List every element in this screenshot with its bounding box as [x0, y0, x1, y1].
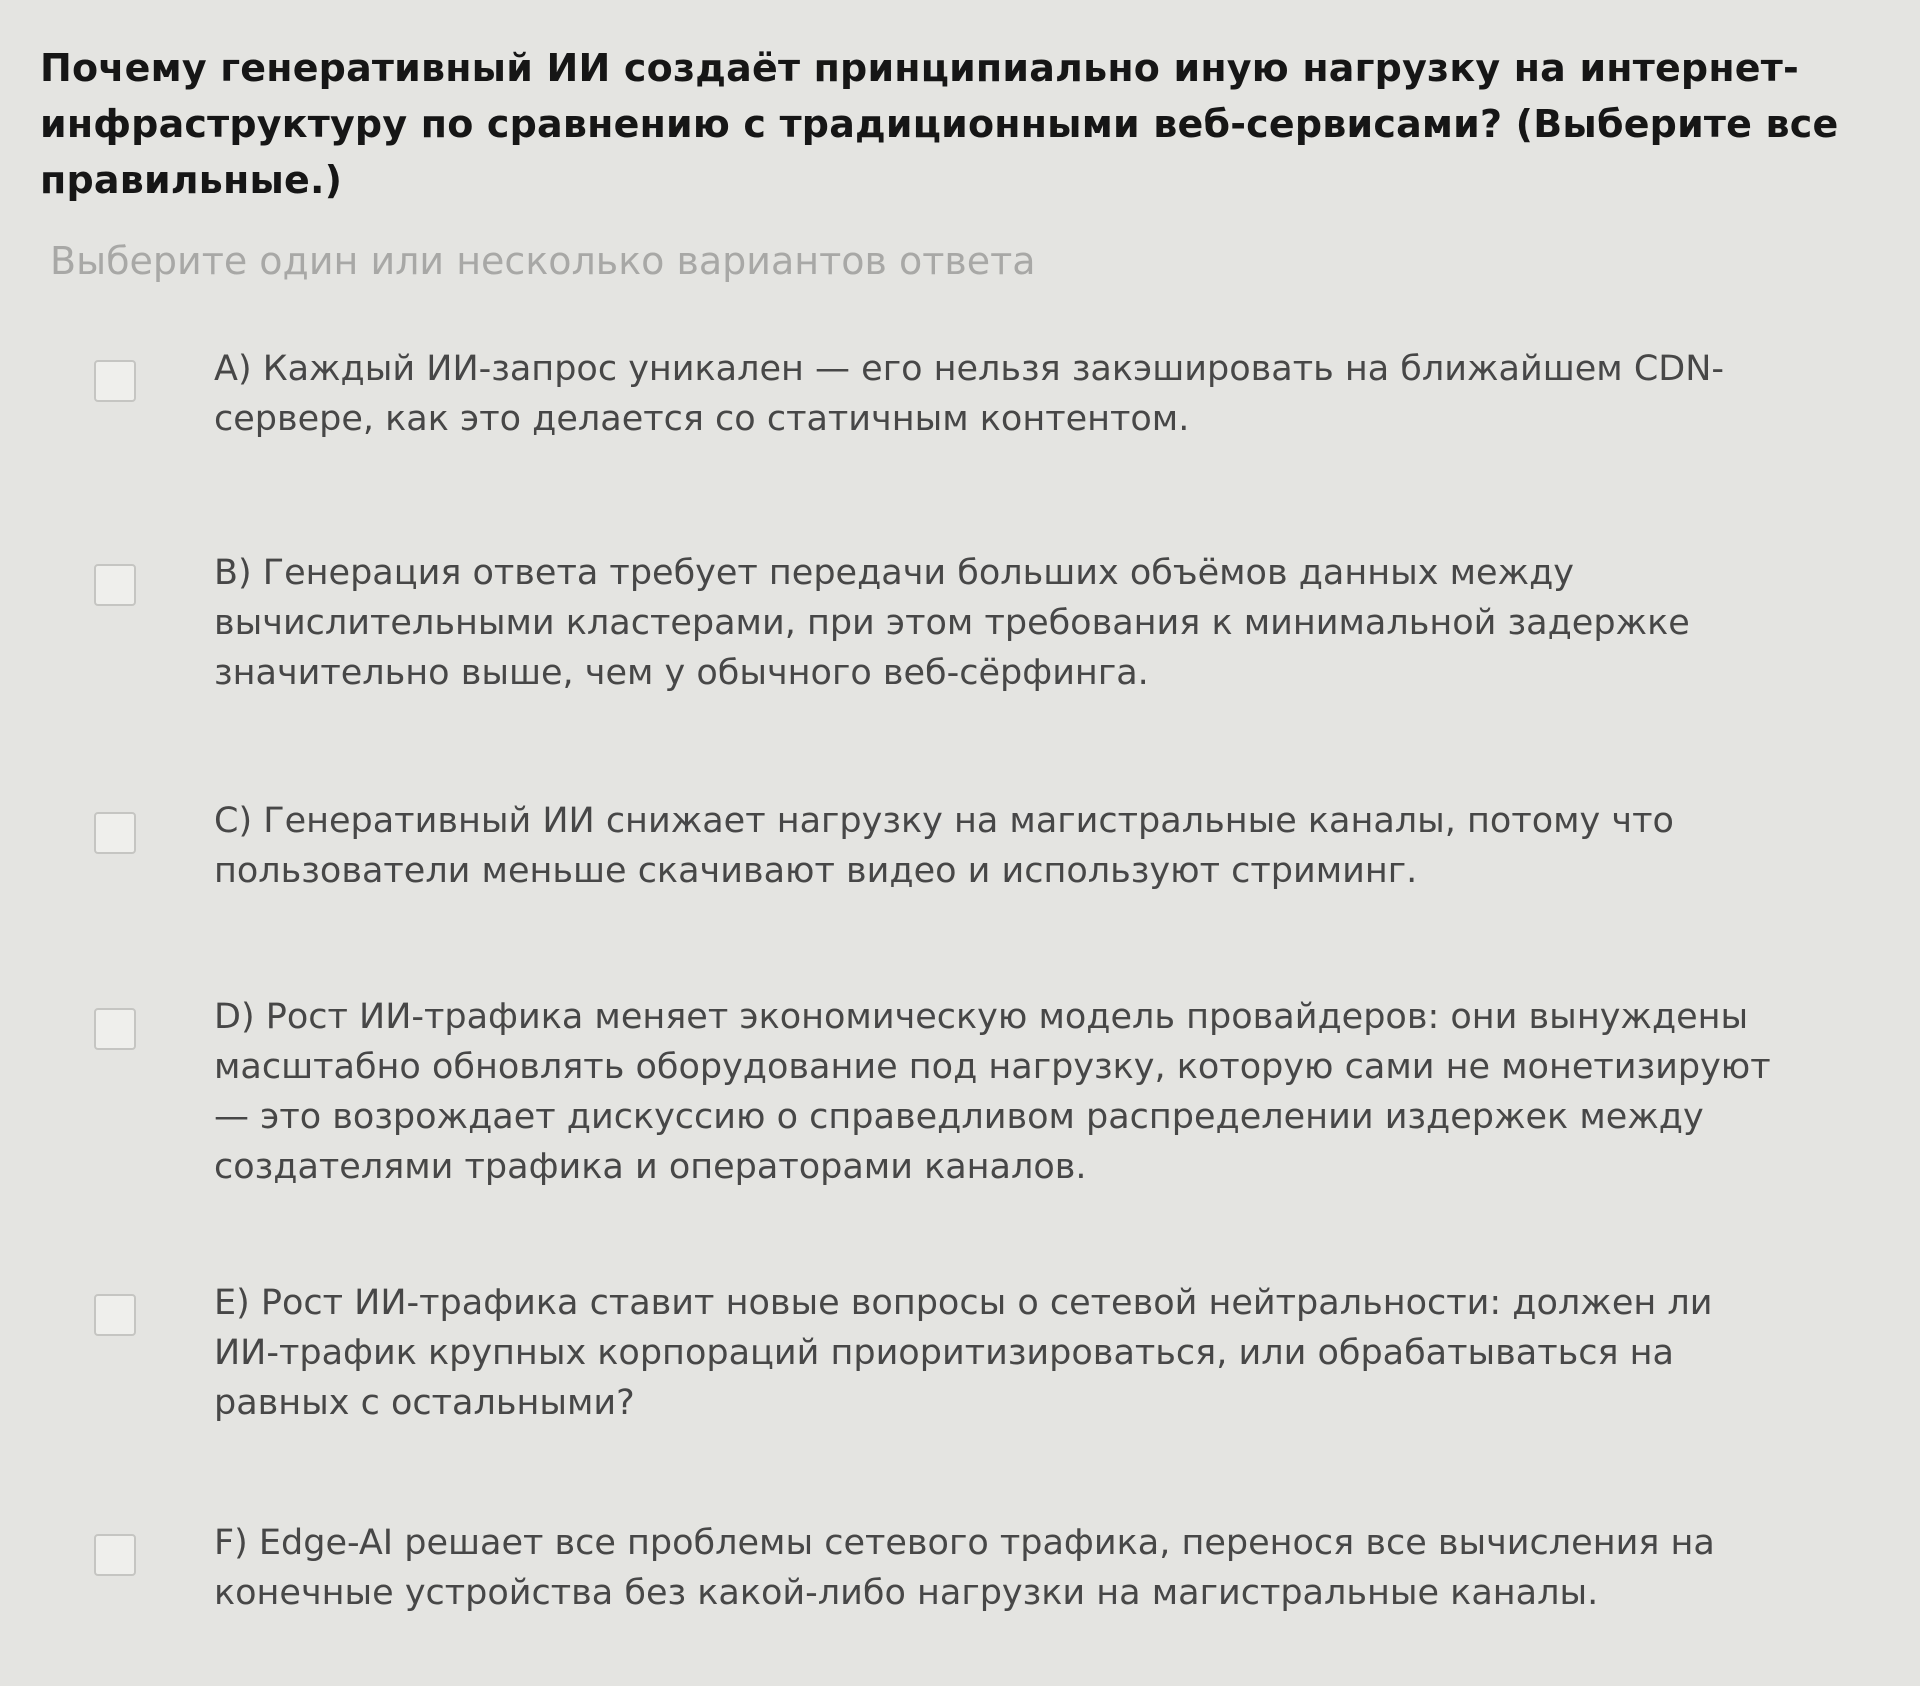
option-f[interactable]	[58, 1518, 1860, 1638]
option-c[interactable]	[58, 796, 1860, 992]
option-e-label[interactable]: E) Рост ИИ-трафика ставит новые вопросы о сетевой нейтральности: должен ли ИИ-трафик крупных корпораций приоритизироваться, или обрабатываться на равных с остальными?	[214, 1283, 1713, 1423]
option-e[interactable]	[58, 1278, 1860, 1518]
option-b[interactable]	[58, 548, 1860, 796]
answer-options	[40, 344, 1860, 1638]
option-d-label[interactable]: D) Рост ИИ-трафика меняет экономическую модель провайдеров: они вынуждены масштабно обновлять оборудование под нагрузку, которую сами не монетизируют — это возрождает дискуссию о справедливом распределении издержек между создателями трафика и операторами каналов.	[214, 997, 1771, 1187]
option-a[interactable]	[58, 344, 1860, 548]
option-e-checkbox[interactable]	[94, 1294, 136, 1336]
answer-instruction: Выберите один или несколько вариантов ответа	[50, 239, 1036, 283]
option-f-checkbox[interactable]	[94, 1534, 136, 1576]
option-b-checkbox[interactable]	[94, 564, 136, 606]
option-a-checkbox[interactable]	[94, 360, 136, 402]
option-d-checkbox[interactable]	[94, 1008, 136, 1050]
question-title: Почему генеративный ИИ создаёт принципиально иную нагрузку на интернет-инфраструктуру по сравнению с традиционными веб-сервисами? (Выберите все правильные.)	[40, 46, 1839, 202]
option-c-checkbox[interactable]	[94, 812, 136, 854]
option-a-label[interactable]: A) Каждый ИИ-запрос уникален — его нельзя закэшировать на ближайшем CDN-сервере, как это делается со статичным контентом.	[214, 349, 1725, 439]
option-f-label[interactable]: F) Edge-AI решает все проблемы сетевого трафика, перенося все вычисления на конечные устройства без какой-либо нагрузки на магистральные каналы.	[214, 1523, 1715, 1613]
option-c-label[interactable]: C) Генеративный ИИ снижает нагрузку на магистральные каналы, потому что пользователи меньше скачивают видео и используют стриминг.	[214, 801, 1674, 891]
option-b-label[interactable]: B) Генерация ответа требует передачи больших объёмов данных между вычислительными кластерами, при этом требования к минимальной задержке значительно выше, чем у обычного веб-сёрфинга.	[214, 553, 1690, 693]
option-d[interactable]	[58, 992, 1860, 1278]
